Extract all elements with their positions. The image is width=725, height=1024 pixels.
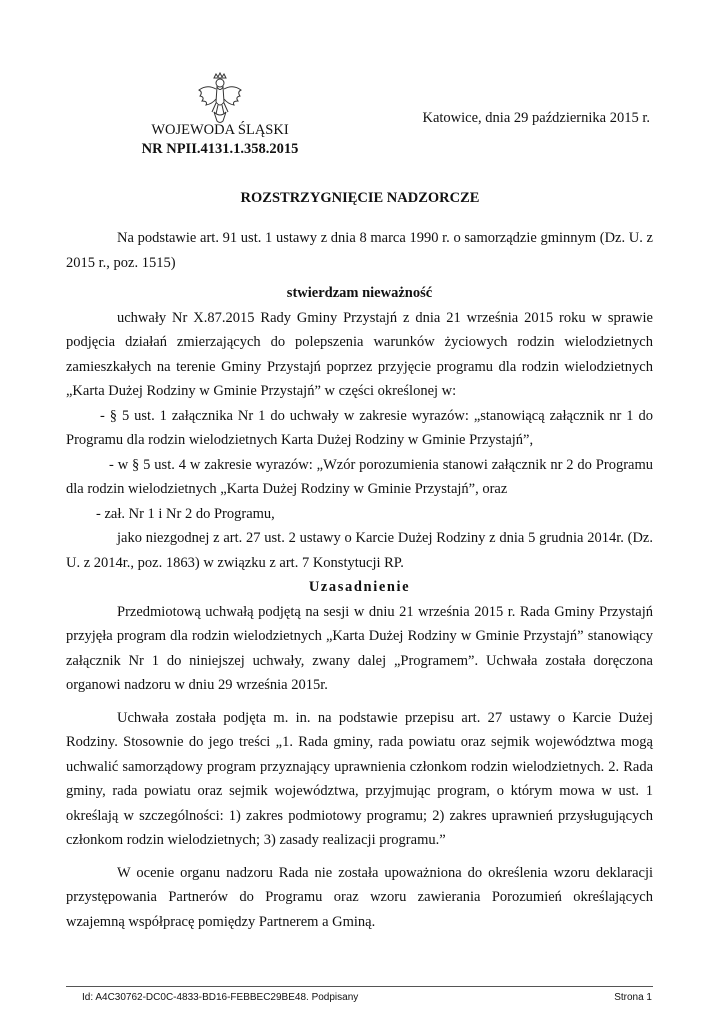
footer-divider xyxy=(66,986,653,987)
inconsistency-paragraph: jako niezgodnej z art. 27 ust. 2 ustawy o Karcie Dużej Rodziny z dnia 5 grudnia 2014r. (Dz. U. z 2014r., poz. 1863) w związku z art. 7 Konstytucji RP. xyxy=(66,530,653,571)
resolution-paragraph: uchwały Nr X.87.2015 Rady Gminy Przystajń z dnia 21 września 2015 roku w sprawie podjęcia działań zmierzających do polepszenia warunków życiowych rodzin wielodzietnych zamieszkałych na terenie Gminy Przystajń poprzez przyjęcie programu dla rodzin wielodzietnych „Karta Dużej Rodziny w Gminie Przystajń” w części określonej w: xyxy=(66,309,653,399)
reasons-heading: Uzasadnienie xyxy=(308,579,411,595)
document-body xyxy=(66,226,653,934)
place-and-date: Katowice, dnia 29 października 2015 r. xyxy=(422,110,650,126)
reasons-paragraph: Uchwała została podjęta m. in. na podstawie przepisu art. 27 ustawy o Karcie Dużej Rodziny. Stosownie do jego treści „1. Rada gminy, rada powiatu oraz sejmik województwa mogą uchwalić samorządowy program przyznający uprawnienia członkom rodzin wielodzietnych. 2. Rada gminy, rada powiatu oraz sejmik województwa, przyjmując program, o którym mowa w ust. 1 określają w szczególności: 1) zakres podmiotowy programu; 2) zakres uprawnień przysługujących członkom rodzin wielodzietnych; 3) zasady realizacji programu.” xyxy=(66,709,653,848)
list-item: - w § 5 ust. 4 w zakresie wyrazów: „Wzór porozumienia stanowi załącznik nr 2 do Programu dla rodzin wielodzietnych „Karta Dużej Rodziny w Gminie Przystajń”, oraz xyxy=(66,456,653,497)
list-item: - zał. Nr 1 i Nr 2 do Programu, xyxy=(96,505,275,522)
document-title: ROZSTRZYGNIĘCIE NADZORCZE xyxy=(240,190,480,206)
legal-basis-paragraph: Na podstawie art. 91 ust. 1 ustawy z dnia 8 marca 1990 r. o samorządzie gminnym (Dz. U. z 2015 r., poz. 1515) xyxy=(66,230,653,271)
issuer-name: WOJEWODA ŚLĄSKI xyxy=(151,122,289,138)
polish-eagle-emblem-icon xyxy=(197,72,243,126)
document-number: NR NPII.4131.1.358.2015 xyxy=(141,141,299,157)
reasons-paragraph: Przedmiotową uchwałą podjętą na sesji w dniu 21 września 2015 r. Rada Gminy Przystajń przyjęła program dla rodzin wielodzietnych „Karta Dużej Rodziny w Gminie Przystajń” stanowiący załącznik Nr 1 do niniejszej uchwały, zwany dalej „Programem”. Uchwała została doręczona organowi nadzoru w dniu 29 września 2015r. xyxy=(66,603,653,693)
footer-page-number: Strona 1 xyxy=(614,992,652,1003)
list-item: - § 5 ust. 1 załącznika Nr 1 do uchwały w zakresie wyrazów: „stanowiącą załącznik nr 1 do Programu dla rodzin wielodzietnych Karta Dużej Rodziny w Gminie Przystajń”, xyxy=(66,407,653,448)
reasons-paragraph: W ocenie organu nadzoru Rada nie została upoważniona do określenia wzoru deklaracji przystępowania Partnerów do Programu oraz wzoru zawierania Porozumień określających wzajemną współpracę pomiędzy Partnerem a Gminą. xyxy=(66,864,653,930)
issuer-block xyxy=(120,121,320,159)
declaration-heading: stwierdzam nieważność xyxy=(286,285,433,301)
footer-document-id: Id: A4C30762-DC0C-4833-BD16-FEBBEC29BE48. Podpisany xyxy=(82,992,359,1003)
